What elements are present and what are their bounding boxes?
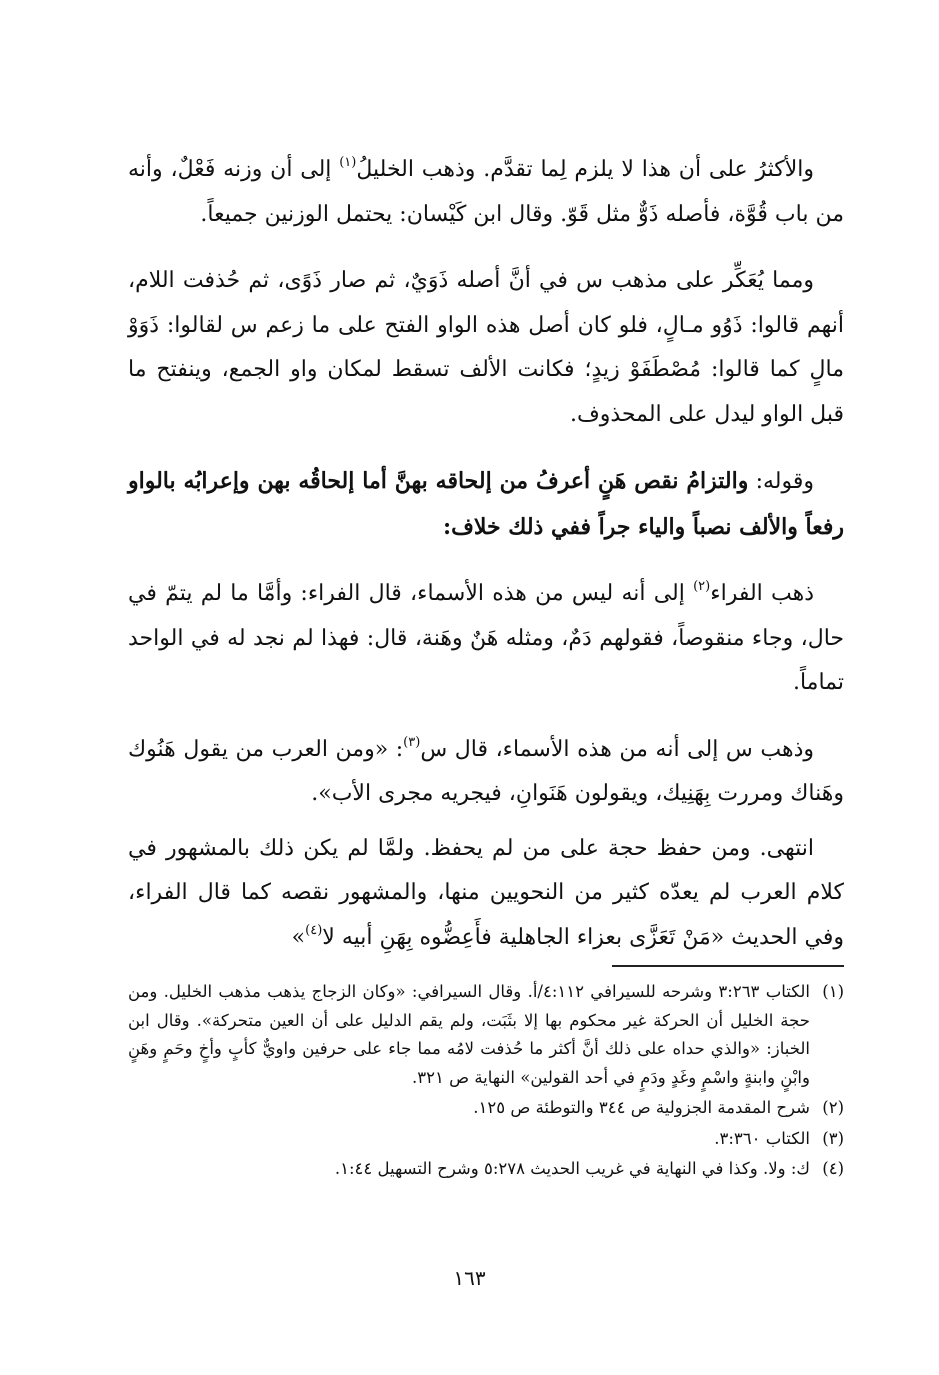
footnote-number: (٣) [822, 1128, 844, 1148]
footnotes [128, 978, 844, 1184]
footnote-item [128, 1155, 844, 1184]
footnote-item [128, 1094, 844, 1123]
footnote-text: شرح المقدمة الجزولية ص ٣٤٤ والتوطئة ص ١٢٥. [473, 1098, 810, 1117]
footnote-reference: (٢) [693, 579, 711, 594]
quoted-matn-text: والتزامُ نقص هَنٍ أعرفُ من إلحاقه بهنَّ أما إلحاقُه بهن وإعرابُه بالواو رفعاً والألف نصباً والياء جراً ففي ذلك خلاف: [128, 468, 844, 540]
footnote-reference: (٣) [403, 734, 421, 750]
paragraph-text: وذهب س إلى أنه من هذه الأسماء، قال س [420, 736, 814, 762]
footnote-divider [612, 965, 844, 967]
footnote-number: (٤) [822, 1159, 844, 1178]
page-number: ١٦٣ [453, 1266, 486, 1290]
paragraph-text: والأكثرُ على أن هذا لا يلزم لِما تقدَّم. وذهب الخليلُ [356, 157, 814, 182]
paragraph-text: ذهب الفراء [710, 581, 814, 606]
paragraph-2 [128, 259, 844, 437]
footnote-number: (٢) [822, 1098, 844, 1117]
footnote-text: الكتاب ٣:٢٦٣ وشرحه للسيرافي ٤:١١٢/أ. وقال السيرافي: «وكان الزجاج يذهب مذهب الخليل. ومن حجة الخليل أن الحركة غير محكوم بها إلا بثَبَت، ولم يقم الدليل على أن العين متحركة». وقال ابن الخباز: «والذي حداه على ذلك أنَّ أكثر ما حُذفت لامُه مما جاء على حرفين واويٌّ كأبٍ وأخٍ وحَمٍ وهَنٍ وابْنٍ وابنةٍ واسْمٍ وغَدٍ ودَمٍ في أحد القولين» النهاية ص ٣٢١. [128, 982, 810, 1087]
paragraph-text: وقوله: [748, 469, 814, 494]
paragraph-text: » [291, 924, 306, 950]
paragraph-text: إلى أنه ليس من هذه الأسماء، قال الفراء: وأمَّا ما لم يتمّ في حال، وجاء منقوصاً، فقولهم دَمٌ، ومثله هَنٌ وهَنة، قال: فهذا لم نجد له في الواحد تماماً. [128, 581, 844, 695]
paragraph-3 [128, 459, 844, 550]
footnote-reference: (٤) [305, 922, 323, 938]
paragraph-4 [128, 572, 844, 706]
footnote-number: (١) [822, 982, 844, 1001]
paragraph-1 [128, 148, 844, 237]
paragraph-text: إلى أن وزنه فَعْلٌ، وأنه من باب قُوَّة، فأصله ذَوٌّ مثل قَوّ. وقال ابن كَيْسان: يحتمل الوزنين جميعاً. [128, 157, 844, 227]
paragraph-text: ومما يُعَكِّر على مذهب س في أنَّ أصله ذَوَيٌ، ثم صار ذَوًى، ثم حُذفت اللام، أنهم قالوا: ذَوُو مـالٍ، فلو كان أصل هذه الواو الفتح على ما زعم س لقالوا: ذَوَوْ مالٍ كما قالوا: مُصْطَفَوْ زيدٍ؛ فكانت الألف تسقط لمكان واو الجمع، وينفتح ما قبل الواو ليدل على المحذوف. [128, 268, 844, 427]
main-text [128, 148, 844, 960]
paragraph-text: انتهى. ومن حفظ حجة على من لم يحفظ. ولمَّا لم يكن ذلك بالمشهور في كلام العرب لم يعدّه كثير من النحويين منها، والمشهور نقصه كما قال الفراء، وفي الحديث «مَنْ تَعَزَّى بعزاء الجاهلية فأَعِضُّوه بِهَنِ أبيه لا [128, 835, 844, 950]
footnote-item [128, 1125, 844, 1154]
footnote-reference: (١) [339, 155, 357, 170]
paragraph-text: : «ومن العرب من يقول هَنُوك وهَناك ومررت بِهَنِيك، ويقولون هَنَوانِ، فيجريه مجرى الأب». [128, 736, 844, 806]
footnote-text: الكتاب ٣:٣٦٠. [714, 1128, 810, 1148]
footnote-text: ك: ولا. وكذا في النهاية في غريب الحديث ٥:٢٧٨ وشرح التسهيل ١:٤٤. [334, 1159, 810, 1178]
paragraph-6 [128, 827, 844, 961]
paragraph-5 [128, 728, 844, 817]
footnote-item [128, 978, 844, 1092]
